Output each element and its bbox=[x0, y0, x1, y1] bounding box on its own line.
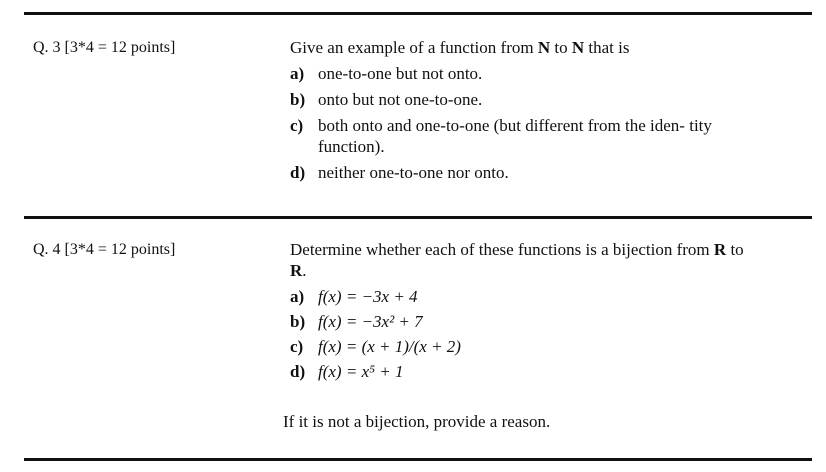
q4-intro: Determine whether each of these functions is a bijection from R to R. bbox=[290, 240, 744, 280]
q4-note: If it is not a bijection, provide a reason. bbox=[283, 412, 551, 431]
middle-rule bbox=[24, 216, 812, 219]
q3-content bbox=[290, 37, 770, 183]
q3-part-c: c) both onto and one-to-one (but different from the iden- tity function). bbox=[290, 116, 712, 156]
q3-intro: Give an example of a function from N to N that is bbox=[290, 38, 630, 57]
q4-part-d: d) f(x) = x⁵ + 1 bbox=[290, 362, 404, 381]
q4-part-b: b) f(x) = −3x² + 7 bbox=[290, 312, 423, 331]
q3-part-b: b) onto but not one-to-one. bbox=[290, 90, 483, 109]
q3-part-d: d) neither one-to-one nor onto. bbox=[290, 163, 509, 182]
function-d: f(x) = x⁵ + 1 bbox=[318, 362, 404, 381]
q4-part-c: c) f(x) = (x + 1)/(x + 2) bbox=[290, 337, 461, 356]
q4-label: Q. 4 [3*4 = 12 points] bbox=[33, 241, 176, 258]
q3-part-a: a) one-to-one but not onto. bbox=[290, 64, 483, 83]
q4-part-a: a) f(x) = −3x + 4 bbox=[290, 287, 418, 306]
q4-content bbox=[290, 239, 750, 382]
bottom-rule bbox=[24, 458, 812, 461]
q3-label: Q. 3 [3*4 = 12 points] bbox=[33, 39, 176, 56]
function-a: f(x) = −3x + 4 bbox=[318, 287, 418, 306]
top-rule bbox=[24, 12, 812, 15]
function-b: f(x) = −3x² + 7 bbox=[318, 312, 423, 331]
function-c: f(x) = (x + 1)/(x + 2) bbox=[318, 337, 461, 356]
